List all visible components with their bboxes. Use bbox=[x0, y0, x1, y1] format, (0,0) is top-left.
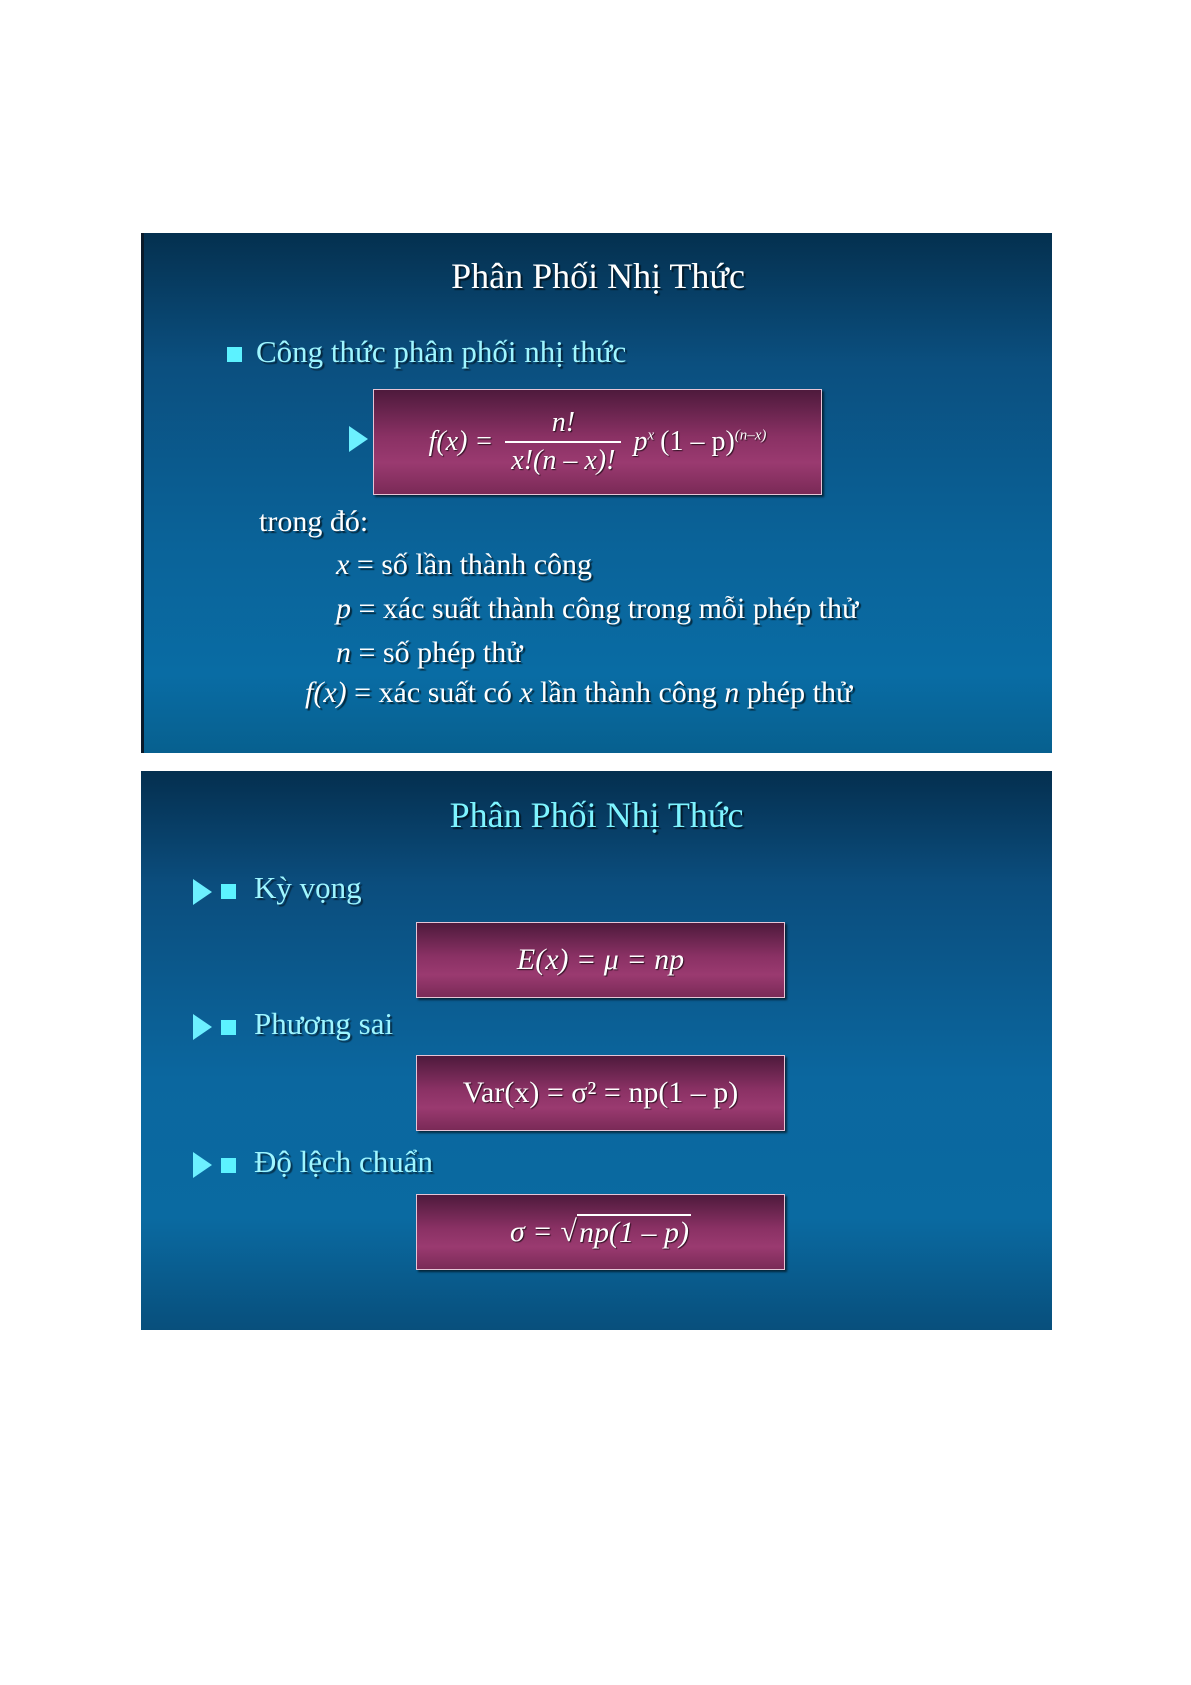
variance-formula: Var(x) = σ² = np(1 – p) bbox=[462, 1076, 739, 1109]
fraction-numerator: n! bbox=[551, 407, 576, 438]
sqrt-icon: √ bbox=[560, 1215, 578, 1248]
binomial-formula-box bbox=[373, 389, 822, 495]
formula-lhs: f(x) = bbox=[428, 426, 494, 457]
triangle-arrow-icon bbox=[193, 1014, 212, 1040]
fraction bbox=[505, 407, 621, 477]
q-term: (1 – p)$^{(n-x)}$ bbox=[660, 426, 767, 457]
fraction-denominator: x!(n – x)! bbox=[505, 441, 621, 477]
slide-title: Phân Phối Nhị Thức bbox=[449, 795, 744, 835]
std-deviation-formula-box bbox=[416, 1194, 785, 1270]
square-bullet-icon bbox=[221, 1020, 236, 1035]
slide-title: Phân Phối Nhị Thức bbox=[451, 256, 745, 296]
bullet-formula-heading: Công thức phân phối nhị thức bbox=[256, 334, 627, 369]
std-formula-lhs: σ = bbox=[510, 1215, 553, 1248]
square-bullet-icon bbox=[227, 347, 242, 362]
variance-formula-box bbox=[416, 1055, 785, 1131]
slide-1 bbox=[141, 233, 1052, 753]
definition-x: x = số lần thành công bbox=[336, 548, 593, 581]
definition-fx: f(x) = xác suất có x lần thành công n phép thử bbox=[305, 676, 853, 709]
std-formula-radicand: np(1 – p) bbox=[579, 1216, 689, 1249]
bullet-variance: Phương sai bbox=[254, 1006, 394, 1041]
expectation-formula-box bbox=[416, 922, 785, 998]
bullet-expectation: Kỳ vọng bbox=[254, 870, 362, 905]
triangle-arrow-icon bbox=[193, 1152, 212, 1178]
where-label: trong đó: bbox=[259, 505, 369, 538]
expectation-formula: E(x) = μ = np bbox=[516, 943, 685, 976]
bullet-std-deviation: Độ lệch chuẩn bbox=[254, 1144, 434, 1179]
slide-2 bbox=[141, 771, 1052, 1330]
definition-p: p = xác suất thành công trong mỗi phép thử bbox=[336, 592, 859, 625]
triangle-arrow-icon bbox=[193, 879, 212, 905]
definition-n: n = số phép thử bbox=[336, 636, 523, 669]
triangle-arrow-icon bbox=[349, 426, 368, 452]
square-bullet-icon bbox=[221, 884, 236, 899]
square-bullet-icon bbox=[221, 1158, 236, 1173]
p-term: $p^x$ bbox=[633, 426, 655, 457]
